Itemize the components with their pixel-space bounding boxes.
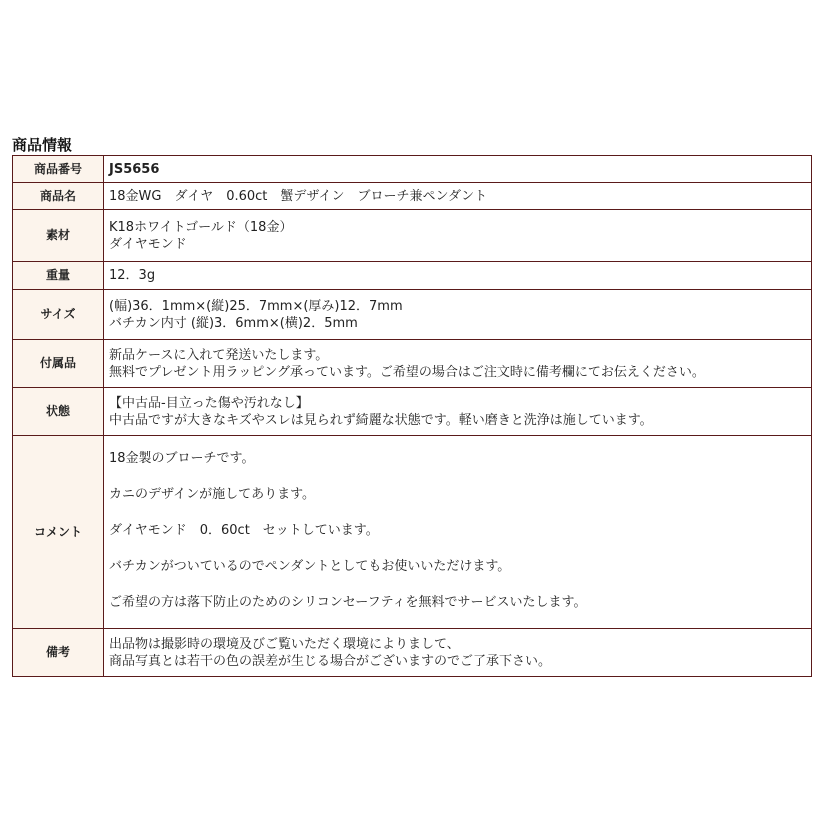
value-line: 無料でプレゼント用ラッピング承っています。ご希望の場合はご注文時に備考欄にてお伝えください。 [109, 364, 705, 380]
value-line: ダイヤモンド 0．60ct セットしています。 [109, 523, 379, 538]
value-line: バチカン内寸 (縦)3．6mm×(横)2．5mm [109, 315, 358, 331]
row-value [104, 388, 812, 436]
value-line: カニのデザインが施してあります。 [109, 487, 316, 502]
table-row [13, 290, 812, 340]
value-line: ご希望の方は落下防止のためのシリコンセーフティを無料でサービスいたします。 [109, 595, 587, 610]
row-value [104, 340, 812, 388]
value-line: JS5656 [109, 161, 160, 177]
value-line: K18ホワイトゴールド（18金） [109, 219, 293, 235]
row-label: コメント [13, 436, 104, 629]
value-line: 12．3g [109, 268, 156, 283]
value-line: 【中古品-目立った傷や汚れなし】 [109, 395, 309, 411]
value-line: 中古品ですが大きなキズやスレは見られず綺麗な状態です。軽い磨きと洗浄は施しています。 [109, 412, 653, 428]
row-label: 付属品 [13, 340, 104, 388]
table-row [13, 340, 812, 388]
row-value [104, 629, 812, 677]
row-value [104, 156, 812, 183]
value-line: (幅)36．1mm×(縦)25．7mm×(厚み)12．7mm [109, 298, 403, 314]
row-value [104, 436, 812, 629]
table-row [13, 629, 812, 677]
row-label: 状態 [13, 388, 104, 436]
value-line: バチカンがついているのでペンダントとしてもお使いいただけます。 [109, 559, 511, 574]
row-value [104, 290, 812, 340]
section-title: 商品情報 [12, 136, 73, 154]
table-row [13, 388, 812, 436]
table-row [13, 183, 812, 210]
value-line: 18金WG ダイヤ 0.60ct 蟹デザイン ブローチ兼ペンダント [109, 188, 488, 204]
row-label: 重量 [13, 262, 104, 290]
value-line: 新品ケースに入れて発送いたします。 [109, 347, 329, 363]
row-value [104, 183, 812, 210]
value-line: 出品物は撮影時の環境及びご覧いただく環境によりまして、 [109, 636, 460, 652]
table-row [13, 210, 812, 262]
row-label: 備考 [13, 629, 104, 677]
table-row [13, 436, 812, 629]
row-value [104, 210, 812, 262]
value-line: 商品写真とは若干の色の誤差が生じる場合がございますのでご了承下さい。 [109, 653, 552, 669]
table-row [13, 262, 812, 290]
row-label: 商品名 [13, 183, 104, 210]
value-line: 18金製のブローチです。 [109, 451, 255, 466]
product-info-table [12, 155, 812, 677]
row-label: 素材 [13, 210, 104, 262]
value-line: ダイヤモンド [109, 236, 187, 252]
row-value [104, 262, 812, 290]
row-label: サイズ [13, 290, 104, 340]
table-row [13, 156, 812, 183]
row-label: 商品番号 [13, 156, 104, 183]
